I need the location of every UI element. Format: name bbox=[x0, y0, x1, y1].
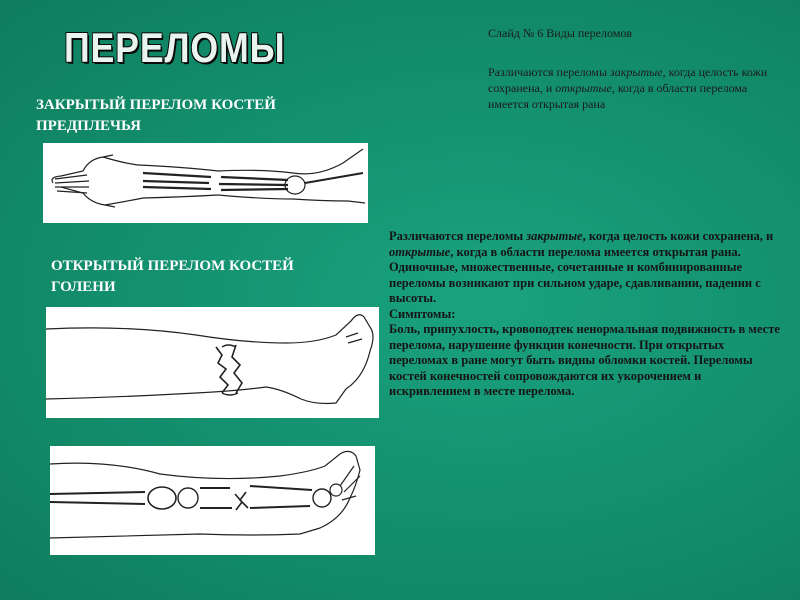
description-closed: закрытые bbox=[526, 229, 583, 243]
description-text-1: Различаются переломы bbox=[389, 229, 527, 243]
intro-text bbox=[488, 64, 778, 112]
symptoms-label: Симптомы: bbox=[389, 306, 456, 321]
intro-closed: закрытые bbox=[610, 65, 663, 79]
description-text-3: , когда в области перелома имеется открытая рана. Одиночные, множественные, сочетанные и комбинированные переломы возникают при сильном ударе, сдавливании, падении с высоты. bbox=[389, 244, 761, 305]
heading-forearm-fracture: ЗАКРЫТЫЙ ПЕРЕЛОМ КОСТЕЙ ПРЕДПЛЕЧЬЯ bbox=[36, 97, 276, 134]
intro-part1: Различаются переломы bbox=[488, 65, 611, 79]
slide-label: Слайд № 6 Виды переломов bbox=[488, 26, 632, 40]
description-text-2: , когда целость кожи сохранена, и bbox=[582, 229, 774, 243]
description-paragraph bbox=[389, 229, 784, 307]
main-description bbox=[389, 229, 784, 400]
shin-bones-fracture-illustration bbox=[50, 446, 375, 555]
heading-shin-fracture: ОТКРЫТЫЙ ПЕРЕЛОМ КОСТЕЙ ГОЛЕНИ bbox=[51, 258, 294, 295]
shin-open-fracture-illustration bbox=[46, 307, 379, 418]
description-open: открытые bbox=[389, 244, 451, 259]
forearm-fracture-illustration bbox=[43, 143, 368, 223]
intro-open: открытые bbox=[555, 81, 612, 95]
slide-title: ПЕРЕЛОМЫ bbox=[64, 24, 286, 71]
intro-part2: , когда целость кожи сохранена, и bbox=[488, 65, 768, 95]
intro-part3: , когда в области перелома имеется открытая рана bbox=[488, 81, 748, 111]
symptoms-text: Боль, припухлость, кровоподтек ненормальная подвижность в месте перелома, нарушение функции конечности. При открытых переломах в ране могут быть видны обломки костей. Переломы костей конечностей сопровождаются их укорочением и искривлением в месте перелома. bbox=[389, 322, 780, 398]
